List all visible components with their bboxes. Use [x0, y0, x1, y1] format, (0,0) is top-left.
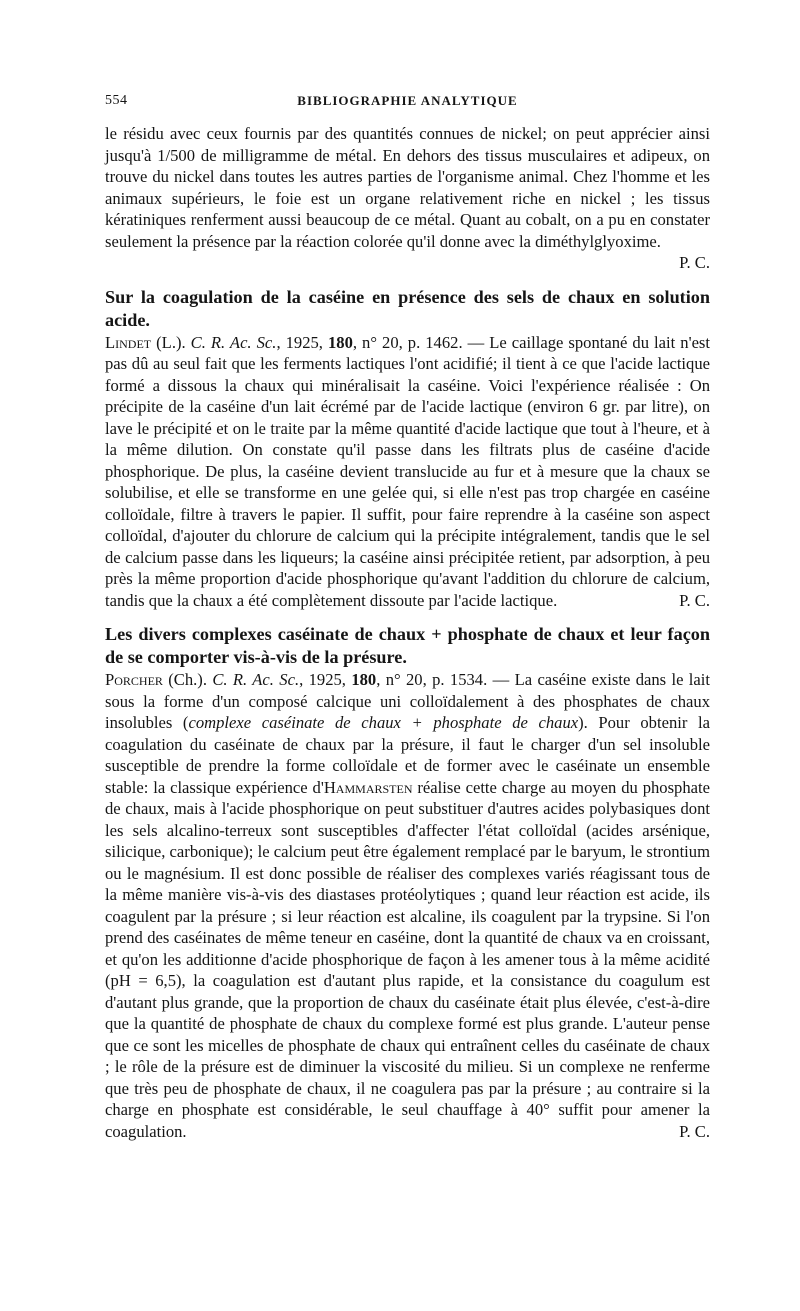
article-body — [105, 332, 710, 612]
article-text-part3: réalise cette charge au moyen du phosphate de chaux, mais à l'acide phosphorique on peut substituer d'autres acides polybasiques dont les sels alcalino-terreux sont susceptibles d'affecter l'état colloïdal (acides arsénique, silicique, carbonique); le calcium peut être également remplacé par le baryum, le strontium ou le magnésium. Il est donc possible de réaliser des complexes variés réagissant tous de la même manière vis-à-vis des diastases protéolytiques ; quand leur réaction est acide, ils coagulent par la présure ; si leur réaction est alcaline, ils coagulent par la trypsine. Si l'on prend des caséinates de même teneur en caséine, dont la quantité de chaux va en croissant, et qu'on les additionne d'acide phosphorique de façon à les amener tous à la même acidité (pH = 6,5), la coagulation est d'autant plus rapide, et la consistance du coagulum est d'autant plus grande, que la proportion de chaux du caséinate était plus élevée, c'est-à-dire que la quantité de phosphate de chaux du complexe formé est plus grande. L'auteur pense que ce sont les micelles de phosphate de chaux qui entraînent celles du caséinate de chaux ; le rôle de la présure est de diminuer la viscosité du milieu. Si un complexe ne renferme que très peu de phosphate de chaux, il ne coagulera pas par la présure ; au contraire si la charge en phosphate est considérable, le seul chauffage à 40° suffit pour amener la coagulation. — [105, 777, 710, 1141]
citation-issue-page: , n° 20, p. 1534. — — [376, 670, 515, 689]
article-text-part2: ). Pour obtenir la coagulation du caséinate de chaux par la présure, il faut le charger d'un sel insoluble susceptible de prendre la forme colloïdale et de former avec le caséinate un ensemble stable: la classique expérience d' — [105, 713, 710, 797]
article-text-italic: complexe caséinate de chaux + phosphate de chaux — [188, 713, 579, 732]
citation-year: , 1925, — [299, 670, 352, 689]
journal-name: C. R. Ac. Sc. — [212, 670, 300, 689]
article-text-part1: La caséine existe dans le lait sous la forme d'un composé calcique uni colloïdalement à des phosphates de chaux insolubles ( — [105, 670, 711, 732]
article-porcher — [105, 623, 710, 1142]
article-title: Sur la coagulation de la caséine en présence des sels de chaux en solution acide. — [105, 286, 710, 330]
citation-year: , 1925, — [276, 332, 328, 352]
article-signature: P. C. — [679, 1121, 710, 1141]
citation-issue-page: , n° 20, p. 1462. — — [352, 332, 490, 352]
citation-volume: 180 — [327, 332, 353, 352]
article-title: Les divers complexes caséinate de chaux + phosphate de chaux et leur façon de se comporter vis-à-vis de la présure. — [105, 624, 710, 667]
cited-author: Hammarsten — [323, 777, 413, 797]
author-name: Lindet — [105, 332, 152, 352]
document-page — [105, 0, 710, 1142]
author-name: Porcher — [105, 670, 163, 689]
author-initial: (L.). — [151, 332, 191, 352]
journal-name: C. R. Ac. Sc. — [190, 332, 277, 352]
continuation-signature: P. C. — [679, 253, 710, 272]
running-title: BIBLIOGRAPHIE ANALYTIQUE — [297, 93, 518, 108]
article-body — [105, 669, 710, 1142]
author-initial: (Ch.). — [162, 670, 213, 689]
article-signature: P. C. — [679, 590, 710, 610]
article-text: Le caillage spontané du lait n'est pas dû au seul fait que les ferments lactiques l'ont acidifié; il tient à ce que l'acide lactique formé a dissous la chaux qui minéralisait la caséine. Voici l'expérience réalisée : On précipite de la caséine d'un lait écrémé par de l'acide lactique (environ 6 gr. par litre), on lave le précipité et on le traite par la même quantité d'acide lactique que tout à l'heure, et à la même dilution. On constate qu'il passe dans les filtrats plus de caséine d'acide phosphorique. De plus, la caséine devient translucide au fur et à mesure que la chaux se solubilise, et elle se transforme en une gelée qui, si elle n'est pas trop chargée en caséine colloïdale, filtre à travers le papier. Il suffit, pour faire reprendre à la caséine son aspect colloïdal, d'ajouter du chlorure de calcium qui la précipite intégralement, tandis que le sel de calcium passe dans les liqueurs; la caséine ainsi précipitée retient, par adsorption, à peu près la même proportion d'acide phosphorique qu'avant l'addition du chlorure de calcium, tandis que la chaux a été complètement dissoute par l'acide lactique. — [105, 332, 711, 610]
continuation-paragraph: le résidu avec ceux fournis par des quantités connues de nickel; on peut apprécier ainsi jusqu'à 1/500 de milligramme de métal. En dehors des tissus musculaires et adipeux, on trouve du nickel dans toutes les autres parties de l'organisme animal. Chez l'homme et les animaux supérieurs, le foie est un organe relativement riche en nickel ; les tissus kératiniques renferment aussi beaucoup de ce métal. Quant au cobalt, on a pu en constater seulement la présence par la réaction colorée qu'il donne avec la diméthylglyoxime. — [105, 124, 710, 251]
article-lindet — [105, 286, 710, 612]
page-header — [105, 93, 710, 113]
page-number: 554 — [105, 93, 128, 108]
citation-volume: 180 — [351, 670, 377, 689]
